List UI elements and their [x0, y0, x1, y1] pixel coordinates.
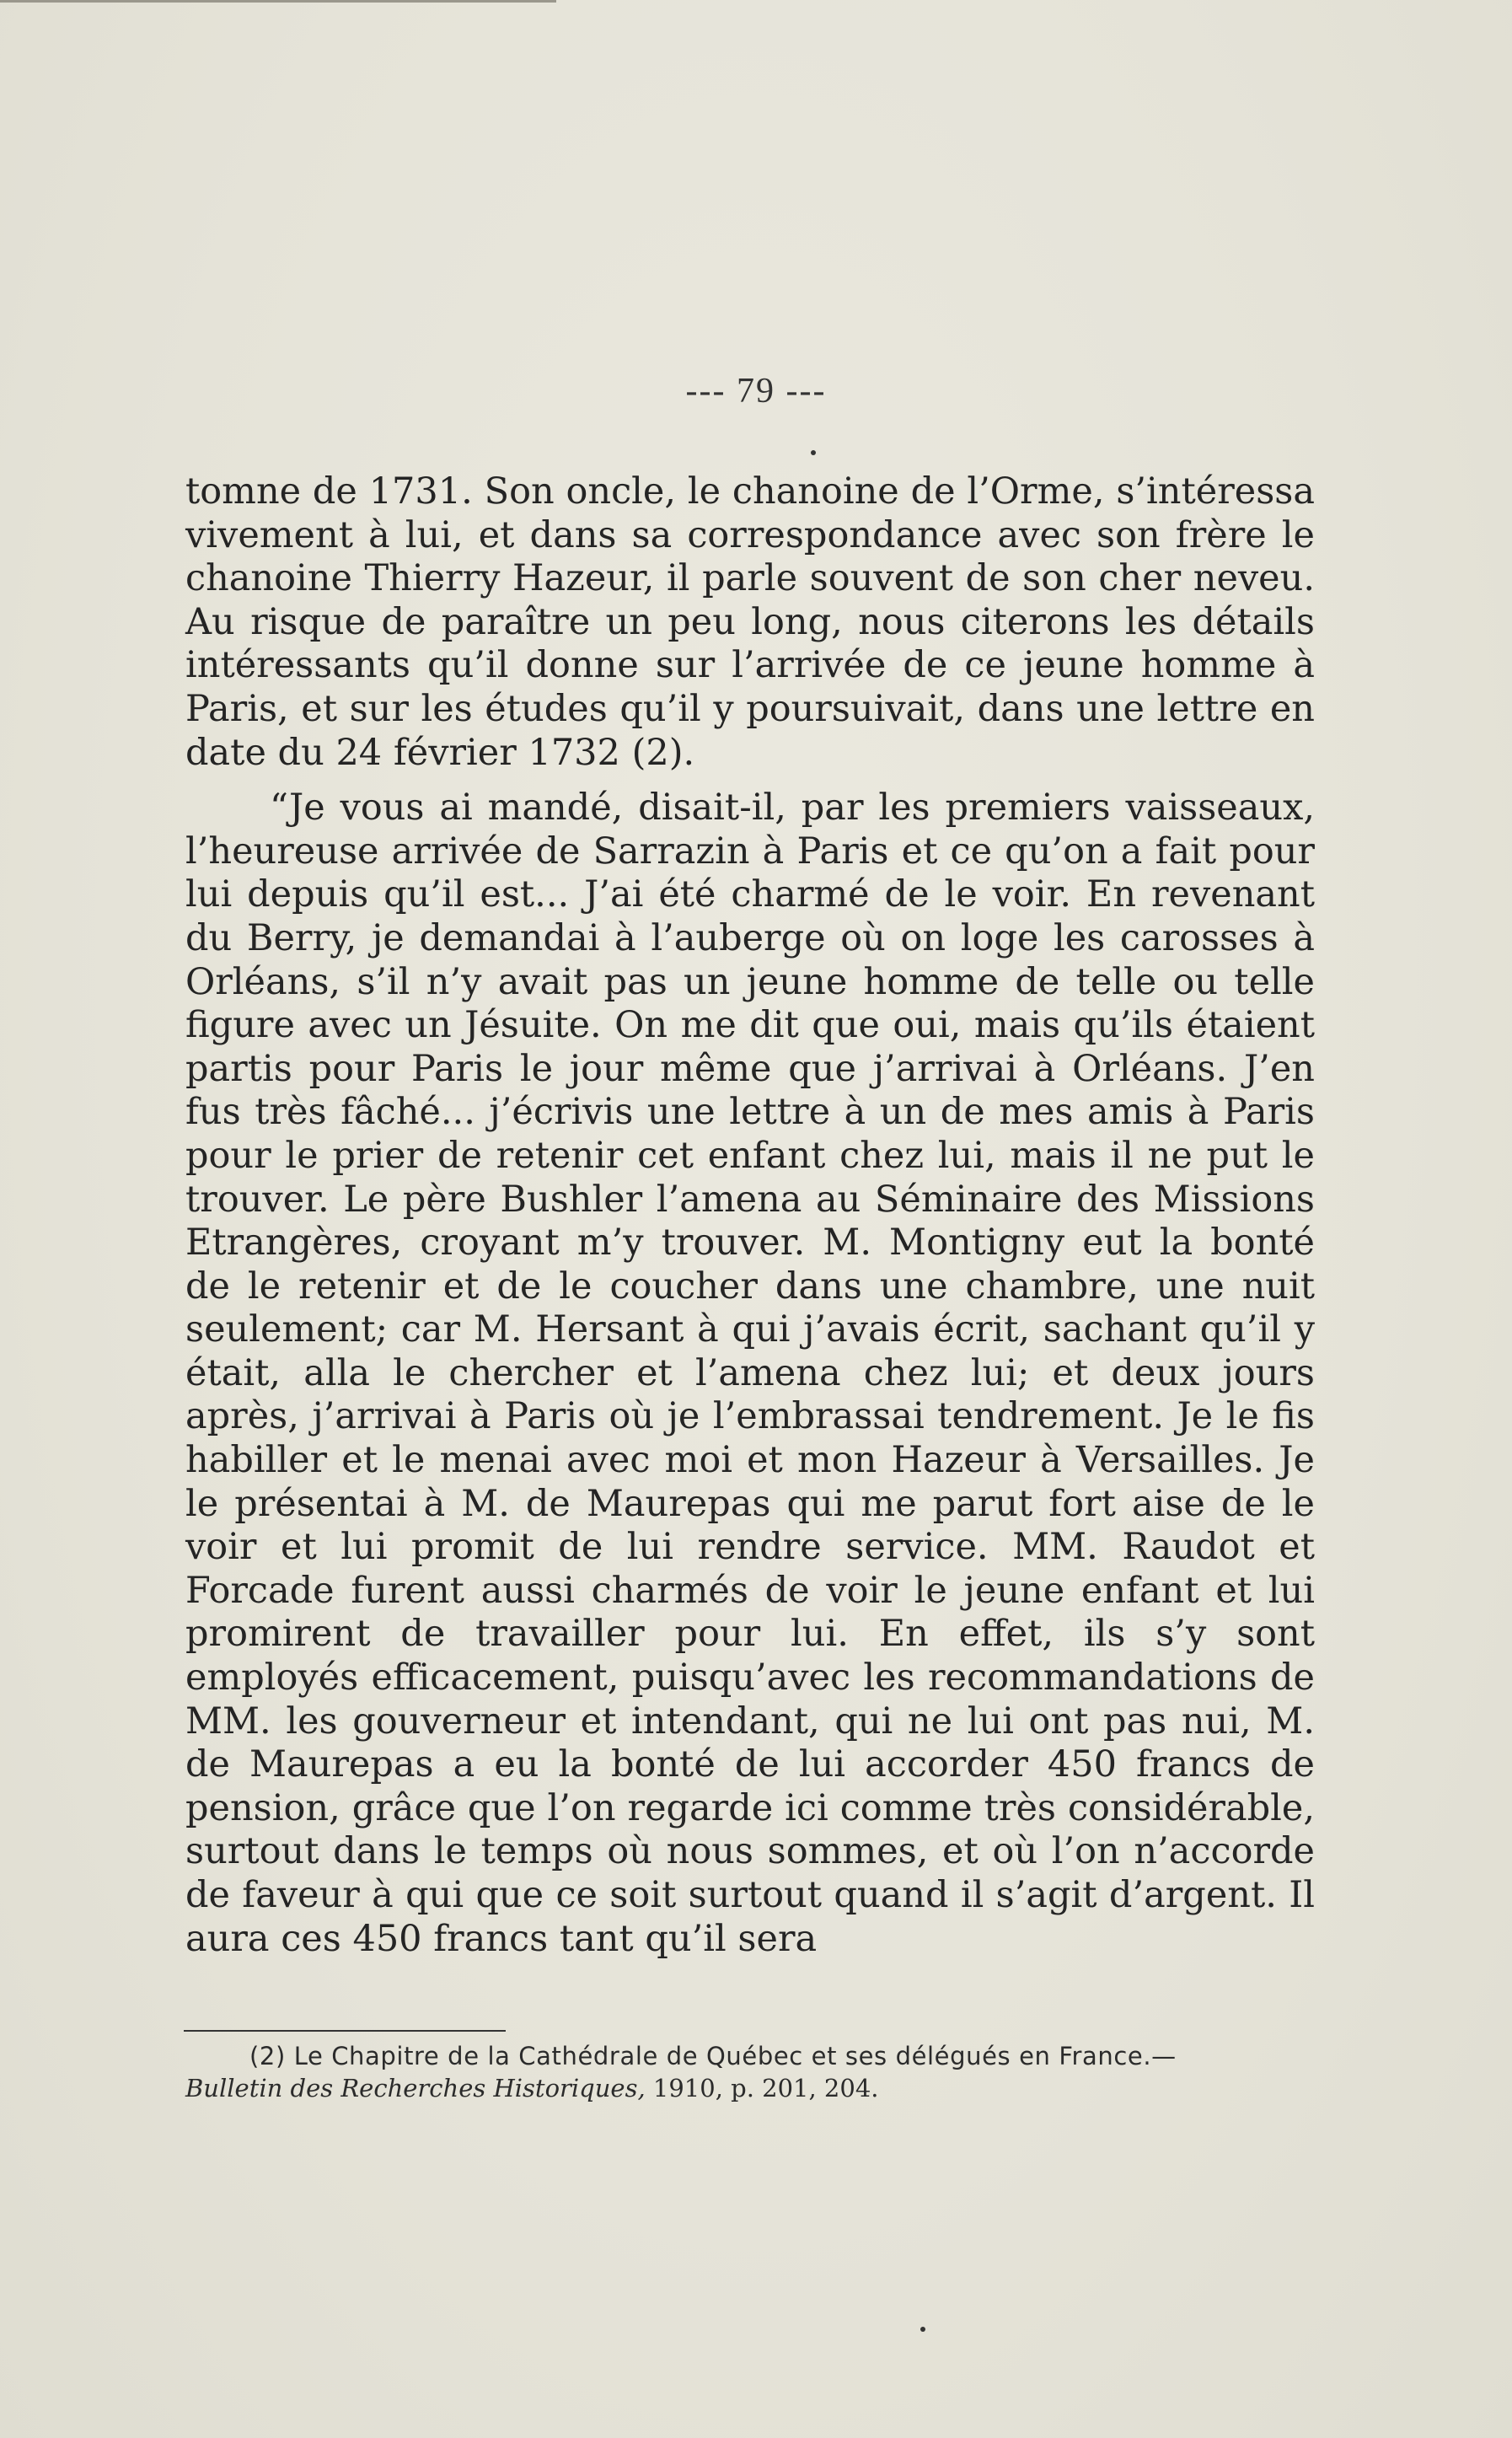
footnote-journal-title: Bulletin des Recherches Historiques,	[185, 2074, 646, 2102]
footnote-citation: 1910, p. 201, 204.	[645, 2074, 879, 2102]
ink-speck	[811, 450, 816, 455]
footnote-divider	[184, 2030, 506, 2032]
paragraph-continuation: tomne de 1731. Son oncle, le chanoine de l’Orme, s’intéressa vivement à lui, et dans sa correspondance avec son frère le chanoine Thierry Hazeur, il parle souvent de son cher neveu. Au risque de paraître un peu long, nous citerons les détails intéressants qu’il donne sur l’arrivée de ce jeune homme à Paris, et sur les études qu’il y poursuivait, dans une lettre en date du 24 février 1732 (2).	[185, 470, 1315, 774]
ink-speck	[920, 2327, 925, 2332]
footnote-line-2	[185, 2072, 1315, 2104]
paragraph-quote: “Je vous ai mandé, disait-il, par les premiers vaisseaux, l’heureuse arrivée de Sarrazin à Paris et ce qu’on a fait pour lui depuis qu’il est... J’ai été charmé de le voir. En revenant du Berry, je demandai à l’auberge où on loge les carosses à Orléans, s’il n’y avait pas un jeune homme de telle ou telle figure avec un Jésuite. On me dit que oui, mais qu’ils étaient partis pour Paris le jour même que j’arrivai à Orléans. J’en fus très fâché... j’écrivis une lettre à un de mes amis à Paris pour le prier de retenir cet enfant chez lui, mais il ne put le trouver. Le père Bushler l’amena au Séminaire des Missions Etrangères, croyant m’y trouver. M. Montigny eut la bonté de le retenir et de le coucher dans une chambre, une nuit seulement; car M. Hersant à qui j’avais écrit, sachant qu’il y était, alla le chercher et l’amena chez lui; et deux jours après, j’arrivai à Paris où je l’embrassai tendrement. Je le fis habiller et le menai avec moi et mon Hazeur à Versailles. Je le présentai à M. de Maurepas qui me parut fort aise de le voir et lui promit de lui rendre service. MM. Raudot et Forcade furent aussi charmés de voir le jeune enfant et lui promirent de travailler pour lui. En effet, ils s’y sont employés efficacement, puisqu’avec les recommandations de MM. les gouverneur et intendant, qui ne lui ont pas nui, M. de Maurepas a eu la bonté de lui accorder 450 francs de pension, grâce que l’on regarde ici comme très considérable, surtout dans le temps où nous sommes, et où l’on n’accorde de faveur à qui que ce soit surtout quand il s’agit d’argent. Il aura ces 450 francs tant qu’il sera	[185, 787, 1315, 1960]
footnote	[185, 2040, 1315, 2104]
top-edge-rule	[0, 0, 556, 3]
page-number: --- 79 ---	[685, 372, 827, 411]
footnote-line-1: (2) Le Chapitre de la Cathédrale de Québec et ses délégués en France.—	[249, 2042, 1177, 2070]
main-text	[185, 470, 1315, 1961]
